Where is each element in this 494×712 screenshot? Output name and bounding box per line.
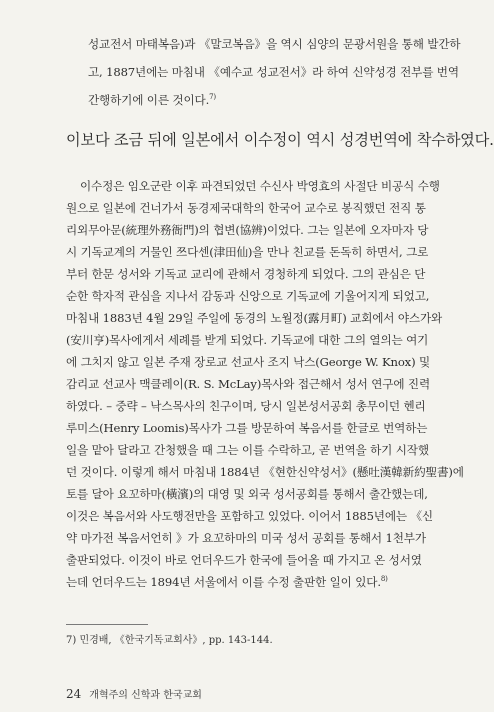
page-number: 24 <box>66 687 82 701</box>
body-line: 던 것이다. 이렇게 해서 마침내 1884년 《현한신약성서》(懸吐漢韓新約聖書)에 <box>66 465 464 479</box>
running-title: 개혁주의 신학과 한국교회 <box>89 690 202 701</box>
body-line: 시 기독교계의 거물인 쯔다센(津田仙)을 만나 친교를 돈독히 하면서, 그로 <box>66 245 429 259</box>
page-footer <box>66 687 202 703</box>
body-line: 리외무아문(統理外務衙門)의 협변(協辨)이었다. 그는 일본에 오자마자 당 <box>66 223 429 237</box>
body-line: 마침내 1883년 4월 29일 주일에 동경의 노월정(露月町) 교회에서 야스가와 <box>66 311 443 325</box>
body-text: 는데 언더우드는 1894년 서울에서 이를 수정 출판한 일이 있다. <box>66 575 381 589</box>
body-line: 이수정은 임오군란 이후 파견되었던 수신사 박영효의 사절단 비공식 수행 <box>80 179 440 193</box>
body-line: 일을 맡아 달라고 간청했을 때 그는 이를 수락하고, 곧 번역을 하기 시작했 <box>66 443 429 457</box>
quote-text: 간행하기에 이른 것이다. <box>88 93 210 107</box>
body-line: 이것은 복음서와 사도행전만을 포함하고 있었다. 이어서 1885년에는 《신 <box>66 509 433 523</box>
quote-line <box>88 92 440 108</box>
intro-sentence: 이보다 조금 뒤에 일본에서 이수정이 역시 성경번역에 착수하였다. <box>66 131 494 149</box>
body-line: 하였다. – 중략 – 낙스목사의 친구이며, 당시 일본성서공회 총무이던 헨리 <box>66 399 426 413</box>
body-line: 부터 한문 성서와 기독교 교리에 관해서 경청하게 되었다. 그의 관심은 단 <box>66 267 426 281</box>
quote-line: 성교전서 마태복음)과 《말코복음》을 역시 심양의 문광서원을 통해 발간하 <box>88 37 461 51</box>
footnote-divider <box>66 624 148 625</box>
body-line: 순한 학자적 관심을 지나서 감동과 신앙으로 기독교에 기울어지게 되었고, <box>66 289 430 303</box>
body-line: 에 그치지 않고 일본 주재 장로교 선교사 조지 낙스(George W. Knox) 및 <box>66 355 431 369</box>
body-line: 토를 달아 요꼬하마(橫濱)의 대영 및 외국 성서공회를 통해서 출간했는데, <box>66 487 428 501</box>
body-line: (安川亨)목사에게서 세례를 받게 되었다. 기독교에 대한 그의 열의는 여기 <box>66 333 429 347</box>
body-line: 원으로 일본에 건너가서 동경제국대학의 한국어 교수로 봉직했던 전직 통 <box>66 201 426 215</box>
body-line: 약 마가전 복음서언히 》가 요꼬하마의 미국 성서 공회를 통해서 1천부가 <box>66 531 426 545</box>
quote-line: 고, 1887년에는 마침내 《예수교 성교전서》라 하여 신약성경 전부를 번역 <box>88 65 459 79</box>
body-line: 출판되었다. 이것이 바로 언더우드가 한국에 들어올 때 가지고 온 성서였 <box>66 553 422 567</box>
footnote-ref: 8) <box>380 575 388 584</box>
footnote: 7) 민경배, 《한국기독교회사》, pp. 143-144. <box>66 635 273 646</box>
body-line: 감리교 선교사 맥클레이(R. S. McLay)목사와 접근해서 성서 연구에 진력 <box>66 377 431 391</box>
footnote-ref: 7) <box>209 93 216 102</box>
body-line: 루미스(Henry Loomis)목사가 그를 방문하여 복음서를 한글로 번역하는 <box>66 421 428 435</box>
body-line <box>66 574 444 590</box>
